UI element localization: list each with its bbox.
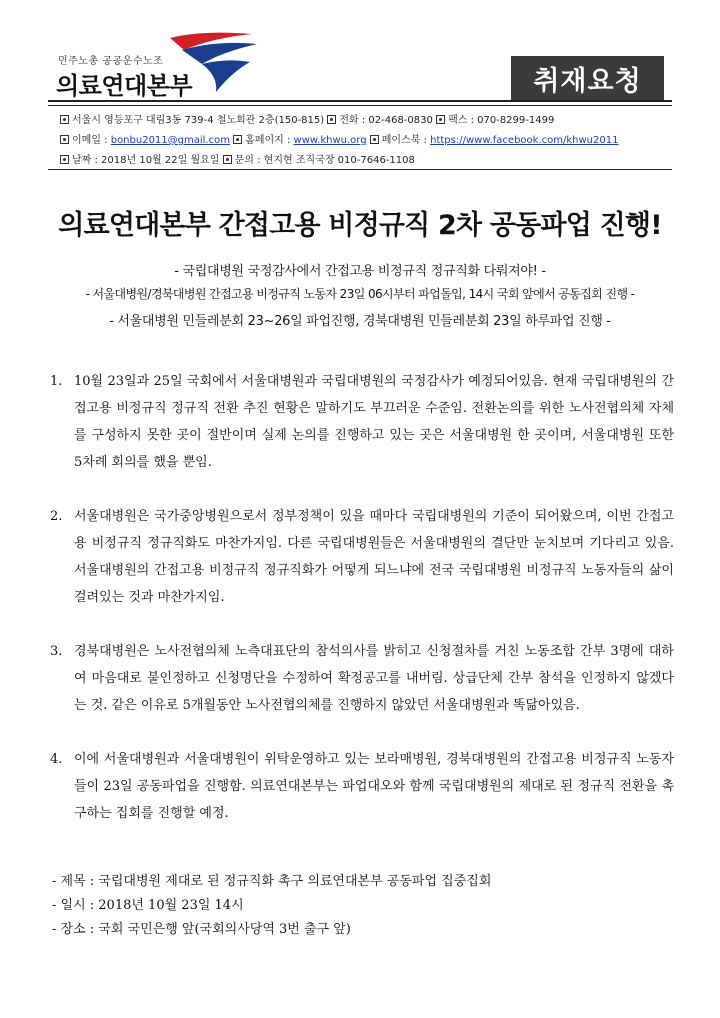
item-text: 경북대병원은 노사전협의체 노측대표단의 참석의사를 밝히고 신청절차를 거친 노동조합 간부 3명에 대하여 마음대로 불인정하고 신청명단을 수정하여 확정공고를 내버림. 상급단체 간부 참석을 인정하지 않겠다는 것. 같은 이유로 5개월동안 노사전협의체를 진행하지 않았던 서울대병원과 똑닮아있음.	[74, 644, 674, 713]
address: 서울시 영등포구 대림3동 739-4 철노회관 2층(150-815)	[72, 115, 325, 126]
homepage-label: 홈페이지 :	[245, 135, 294, 146]
bullet-icon	[327, 115, 336, 124]
item-text: 10월 23일과 25일 국회에서 서울대병원과 국립대병원의 국정감사가 예정되어있음. 현재 국립대병원의 간접고용 비정규직 정규직 전환 추진 현황은 말하기도 부끄러운 수준임. 전환논의를 위한 노사전협의체 자체를 구성하지 못한 곳이 절반이며 실제 논의를 진행하고 있는 곳은 서울대병원 한 곳이며, 서울대병원 또한 5차례 회의를 했을 뿐임.	[74, 374, 674, 470]
bullet-icon	[233, 135, 242, 144]
union-name: 민주노총 공공운수노조	[58, 56, 164, 67]
contact-line-1	[60, 111, 554, 126]
bullet-icon	[60, 155, 69, 164]
subtitle: - 서울대병원/경북대병원 간접고용 비정규직 노동자 23일 06시부터 파업돌입, 14시 국회 앞에서 공동집회 진행 -	[85, 287, 635, 301]
event-place-line: - 장소 : 국회 국민은행 앞(국회의사당역 3번 출구 앞)	[52, 922, 351, 937]
homepage-link[interactable]: www.khwu.org	[293, 135, 367, 146]
document-title: 의료연대본부 간접고용 비정규직 2차 공동파업 진행!	[58, 210, 662, 241]
header-divider-top-thin	[48, 105, 672, 106]
event-details	[52, 870, 491, 942]
bullet-icon	[370, 135, 379, 144]
bullet-icon	[60, 115, 69, 124]
item-number: 3.	[50, 644, 63, 659]
fax: 팩스 : 070-8299-1499	[448, 115, 555, 126]
header-divider-bottom	[48, 169, 672, 170]
contact-line-2	[60, 131, 618, 146]
bullet-icon	[60, 135, 69, 144]
inquiry: 문의 : 현지현 조직국장 010-7646-1108	[234, 155, 415, 166]
facebook-link[interactable]: https://www.facebook.com/khwu2011	[430, 135, 619, 146]
phone: 전화 : 02-468-0830	[339, 115, 433, 126]
item-text: 이에 서울대병원과 서울대병원이 위탁운영하고 있는 보라매병원, 경북대병원의 간접고용 비정규직 노동자들이 23일 공동파업을 진행함. 의료연대본부는 파업대오와 함께 국립대병원의 제대로 된 정규직 전환을 촉구하는 집회를 진행할 예정.	[74, 752, 674, 821]
list-item	[50, 638, 674, 719]
date: 날짜 : 2018년 10월 22일 월요일	[72, 155, 220, 166]
subtitle: - 서울대병원 민들레분회 23~26일 파업진행, 경북대병원 민들레분회 23일 하루파업 진행 -	[109, 314, 611, 329]
subtitle: - 국립대병원 국정감사에서 간접고용 비정규직 정규직화 다뤄져야! -	[174, 264, 546, 279]
header-divider-top	[48, 100, 672, 102]
bullet-icon	[223, 155, 232, 164]
event-title-line: - 제목 : 국립대병원 제대로 된 정규직화 촉구 의료연대본부 공동파업 집중집회	[52, 874, 492, 889]
item-list	[50, 368, 674, 854]
org-name: 의료연대본부	[56, 72, 193, 100]
item-text: 서울대병원은 국가중앙병원으로서 정부정책이 있을 때마다 국립대병원의 기준이 되어왔으며, 이번 간접고용 비정규직 정규직화도 마찬가지임. 다른 국립대병원들은 서울대병원의 결단만 눈치보며 기다리고 있음. 서울대병원의 간접고용 비정규직 정규직화가 어떻게 되느냐에 전국 국립대병원 비정규직 노동자들의 삶이 걸려있는 것과 마찬가지임.	[74, 509, 674, 605]
email-label: 이메일 :	[72, 135, 111, 146]
item-number: 2.	[50, 509, 63, 524]
facebook-label: 페이스북 :	[381, 135, 431, 146]
org-logo	[52, 28, 262, 98]
bullet-icon	[436, 115, 445, 124]
list-item	[50, 746, 674, 827]
list-item	[50, 368, 674, 476]
contact-line-3	[60, 151, 415, 166]
item-number: 4.	[50, 752, 63, 767]
press-request-badge: 취재요청	[511, 56, 664, 100]
list-item	[50, 503, 674, 611]
email-link[interactable]: bonbu2011@gmail.com	[110, 135, 230, 146]
item-number: 1.	[50, 374, 63, 389]
event-time-line: - 일시 : 2018년 10월 23일 14시	[52, 898, 244, 913]
